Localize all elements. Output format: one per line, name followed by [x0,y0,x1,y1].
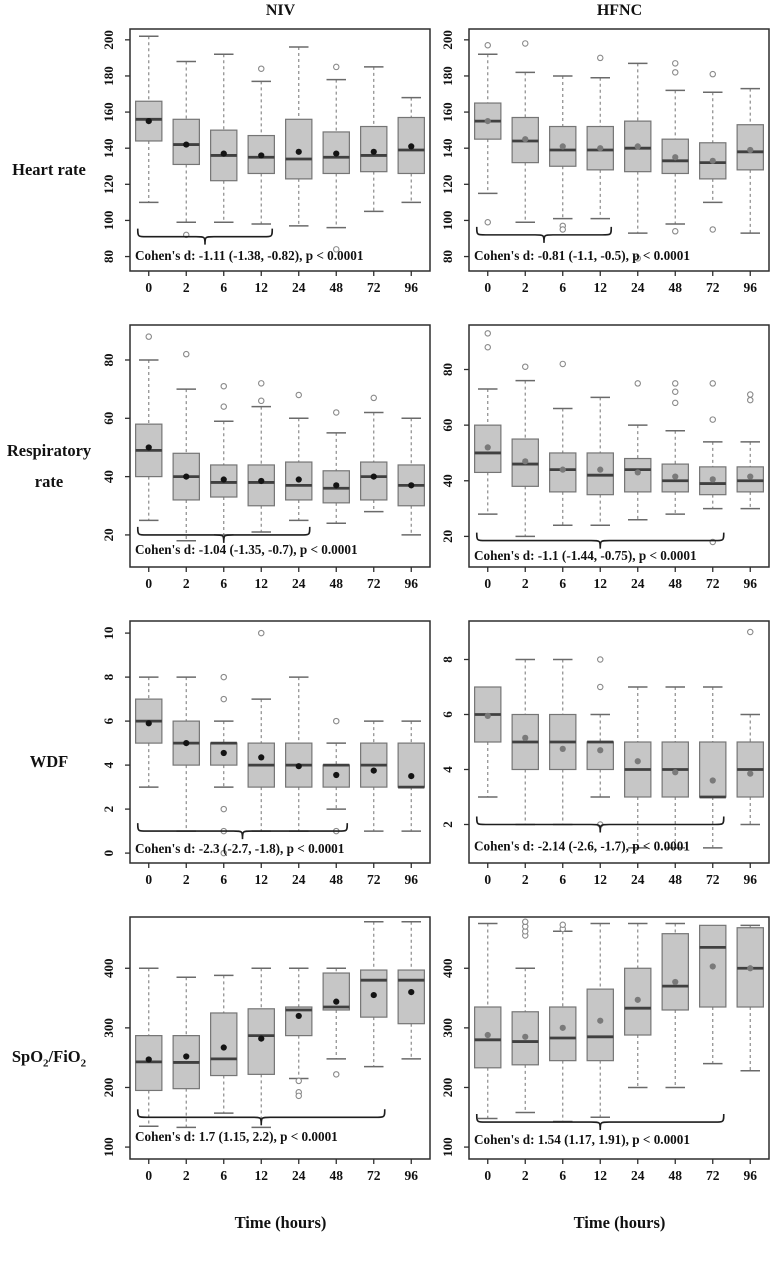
y-tick-label: 6 [439,711,455,718]
outlier-point [485,331,490,336]
x-tick-label: 12 [593,1168,607,1183]
iqr-box [549,1007,575,1061]
y-tick-label: 60 [100,411,116,425]
y-tick-label: 400 [100,958,116,979]
outlier-point [710,381,715,386]
outlier-point [371,395,376,400]
x-tick-label: 0 [144,576,152,591]
y-tick-label: 2 [100,805,116,813]
outlier-point [672,229,677,234]
outlier-point [258,66,263,71]
boxplot-panel-niv-heart-rate [98,24,437,316]
mean-dot [747,965,753,971]
outlier-point [221,674,226,679]
mean-dot [747,771,753,777]
outlier-point [485,345,490,350]
outlier-point [597,684,602,689]
mean-dot [709,963,715,969]
x-tick-label: 24 [630,576,644,591]
column-title-niv: NIV [265,2,296,19]
mean-dot [370,474,376,480]
x-tick-label: 96 [743,1168,757,1183]
mean-dot [484,713,490,719]
mean-dot [559,1025,565,1031]
outlier-point [522,41,527,46]
cohens-d-annotation: Cohen's d: 1.7 (1.15, 2.2), p < 0.0001 [134,1129,338,1145]
y-tick-label: 10 [100,626,116,640]
cohens-d-annotation: Cohen's d: -0.81 (-1.1, -0.5), p < 0.0001 [473,248,690,264]
mean-dot [522,735,528,741]
mean-dot [145,720,151,726]
y-tick-label: 8 [439,656,455,663]
y-tick-label: 200 [439,1077,455,1098]
significance-bracket [137,229,272,245]
mean-dot [408,482,414,488]
boxplot-svg [439,24,775,316]
mean-dot [672,154,678,160]
iqr-box [248,465,274,506]
mean-dot [709,777,715,783]
outlier-point [522,364,527,369]
outlier-point [146,334,151,339]
outlier-point [258,398,263,403]
x-axis-label-niv: Time (hours) [234,1213,327,1232]
outlier-point [258,630,263,635]
y-tick-label: 80 [100,250,116,264]
outlier-point [710,417,715,422]
iqr-box [662,934,688,1010]
y-tick-label: 0 [100,849,116,857]
x-tick-label: 12 [254,1168,268,1183]
x-tick-label: 96 [743,872,757,887]
outlier-point [710,71,715,76]
x-tick-label: 0 [483,1168,491,1183]
outlier-point [333,64,338,69]
mean-dot [295,1013,301,1019]
outlier-point [747,397,752,402]
mean-dot [709,158,715,164]
x-tick-label: 0 [144,872,152,887]
mean-dot [370,149,376,155]
mean-dot [220,476,226,482]
row-respiratory-rate [0,320,776,612]
mean-dot [522,136,528,142]
iqr-box [587,742,613,770]
cohens-d-annotation: Cohen's d: -1.04 (-1.35, -0.7), p < 0.0001 [134,541,358,557]
y-tick-label: 80 [439,363,455,377]
mean-dot [333,772,339,778]
outlier-point [672,381,677,386]
mean-dot [709,476,715,482]
mean-dot [258,754,264,760]
outlier-point [221,404,226,409]
x-tick-label: 72 [366,1168,380,1183]
y-tick-label: 140 [100,138,116,158]
x-tick-label: 24 [291,576,305,591]
title-spacer [0,2,98,24]
outlier-point [333,718,338,723]
mean-dot [145,1056,151,1062]
boxplot-svg [439,912,775,1204]
boxplot-panel-niv-spo2-fio2 [98,912,437,1204]
boxplot-svg [439,616,775,908]
x-tick-label: 24 [291,872,305,887]
x-tick-label: 2 [182,1168,190,1183]
y-tick-label: 180 [100,66,116,86]
mean-dot [183,474,189,480]
x-tick-label: 6 [219,280,227,295]
boxplot-svg [100,24,436,316]
y-tick-label: 60 [439,418,455,432]
x-tick-label: 48 [329,1168,343,1183]
cohens-d-annotation: Cohen's d: -1.1 (-1.44, -0.75), p < 0.0001 [473,548,697,564]
mean-dot [145,118,151,124]
y-tick-label: 300 [100,1018,116,1038]
mean-dot [408,989,414,995]
x-tick-label: 12 [254,280,268,295]
x-tick-label: 24 [630,280,644,295]
mean-dot [597,747,603,753]
outlier-point [183,351,188,356]
x-tick-label: 24 [291,1168,305,1183]
mean-dot [258,1035,264,1041]
column-title-hfnc: HFNC [596,2,643,19]
iqr-box [398,743,424,787]
x-tick-label: 72 [366,872,380,887]
outlier-point [597,55,602,60]
mean-dot [559,143,565,149]
x-tick-label: 24 [630,872,644,887]
y-tick-label: 20 [439,529,455,543]
outlier-point [560,922,565,927]
outlier-point [672,400,677,405]
outlier-point [747,629,752,634]
y-tick-label: 80 [100,353,116,367]
x-tick-label: 48 [668,872,682,887]
y-tick-label: 20 [100,528,116,542]
outlier-point [296,1093,301,1098]
row-label-wdf: WDF [29,752,69,772]
x-tick-label: 0 [144,1168,152,1183]
mean-dot [634,997,640,1003]
boxplot-panel-hfnc-wdf [437,616,776,908]
boxplot-panel-hfnc-spo2-fio2 [437,912,776,1204]
mean-dot [220,1044,226,1050]
outlier-point [560,227,565,232]
y-tick-label: 180 [439,66,455,86]
mean-dot [747,473,753,479]
x-tick-label: 72 [705,872,719,887]
row-spo2-fio2 [0,912,776,1204]
y-tick-label: 80 [439,250,455,264]
x-tick-label: 12 [593,872,607,887]
mean-dot [333,482,339,488]
y-tick-label: 120 [100,174,116,195]
mean-dot [597,467,603,473]
row-heart-rate [0,24,776,316]
x-tick-label: 12 [254,576,268,591]
y-tick-label: 200 [439,30,455,50]
x-tick-label: 48 [329,280,343,295]
cohens-d-annotation: Cohen's d: -2.3 (-2.7, -1.8), p < 0.0001 [134,841,344,857]
y-tick-label: 200 [100,30,116,50]
x-tick-label: 6 [219,576,227,591]
mean-dot [220,151,226,157]
iqr-box [360,462,386,500]
x-tick-label: 96 [404,872,418,887]
mean-dot [597,1018,603,1024]
mean-dot [559,467,565,473]
x-tick-label: 48 [329,576,343,591]
x-tick-label: 6 [558,280,566,295]
y-tick-label: 40 [100,470,116,484]
mean-dot [258,478,264,484]
cohens-d-annotation: Cohen's d: 1.54 (1.17, 1.91), p < 0.0001 [473,1132,690,1148]
x-tick-label: 12 [593,576,607,591]
x-axis-labels [0,1208,776,1238]
outlier-point [672,389,677,394]
outlier-point [221,384,226,389]
x-tick-label: 96 [743,280,757,295]
mean-dot [183,1053,189,1059]
x-tick-label: 6 [558,1168,566,1183]
x-tick-label: 96 [404,1168,418,1183]
x-tick-label: 2 [521,576,529,591]
boxplot-svg [100,912,436,1204]
mean-dot [559,746,565,752]
outlier-point [221,696,226,701]
mean-dot [295,476,301,482]
outlier-point [522,919,527,924]
mean-dot [747,147,753,153]
outlier-point [333,1072,338,1077]
outlier-point [597,657,602,662]
y-tick-label: 4 [100,761,116,769]
y-tick-label: 2 [439,821,455,828]
x-tick-label: 96 [404,576,418,591]
y-tick-label: 140 [439,138,455,158]
outlier-point [747,392,752,397]
mean-dot [672,979,678,985]
mean-dot [408,773,414,779]
mean-dot [634,469,640,475]
boxplot-panel-niv-respiratory-rate [98,320,437,612]
x-tick-label: 0 [483,280,491,295]
y-tick-label: 4 [439,766,455,773]
outlier-point [635,381,640,386]
outlier-point [485,220,490,225]
outlier-point [485,43,490,48]
mean-dot [370,768,376,774]
outlier-point [672,70,677,75]
outlier-point [258,381,263,386]
y-tick-label: 100 [439,1137,455,1157]
mean-dot [333,151,339,157]
y-tick-label: 40 [439,474,455,488]
x-tick-label: 48 [668,1168,682,1183]
mean-dot [183,740,189,746]
mean-dot [183,141,189,147]
boxplot-panel-hfnc-respiratory-rate [437,320,776,612]
mean-dot [522,1034,528,1040]
mean-dot [484,118,490,124]
x-tick-label: 6 [558,576,566,591]
boxplot-svg [100,320,436,612]
x-tick-label: 24 [291,280,305,295]
boxplot-svg [100,616,436,908]
mean-dot [295,763,301,769]
mean-dot [295,149,301,155]
row-wdf [0,616,776,908]
column-titles [0,2,776,24]
x-tick-label: 2 [182,872,190,887]
outlier-point [296,392,301,397]
x-tick-label: 72 [705,1168,719,1183]
mean-dot [672,473,678,479]
row-label-spo2-fio2: SpO$_2$/FiO$_2$ [11,1047,87,1070]
x-tick-label: 96 [404,280,418,295]
mean-dot [484,1032,490,1038]
x-tick-label: 96 [743,576,757,591]
mean-dot [258,152,264,158]
significance-bracket [476,227,611,243]
outlier-point [221,806,226,811]
x-tick-label: 72 [366,280,380,295]
x-tick-label: 48 [668,280,682,295]
mean-dot [333,999,339,1005]
y-tick-label: 6 [100,717,116,725]
cohens-d-annotation: Cohen's d: -2.14 (-2.6, -1.7), p < 0.0001 [473,838,690,854]
y-tick-label: 200 [100,1077,116,1098]
mean-dot [484,444,490,450]
boxplot-panel-niv-wdf [98,616,437,908]
iqr-box [210,1013,236,1076]
cohens-d-annotation: Cohen's d: -1.11 (-1.38, -0.82), p < 0.0001 [134,248,363,264]
x-tick-label: 0 [483,872,491,887]
iqr-box [398,970,424,1024]
row-label-heart-rate: Heart rate [12,160,86,180]
mean-dot [672,769,678,775]
y-tick-label: 120 [439,174,455,195]
row-label-respiratory-rate: Respiratory rate [6,440,92,491]
outlier-point [560,361,565,366]
iqr-box [587,989,613,1061]
mean-dot [370,992,376,998]
x-tick-label: 12 [593,280,607,295]
mean-dot [634,758,640,764]
y-tick-label: 100 [100,210,116,231]
x-tick-label: 2 [182,280,190,295]
x-tick-label: 12 [254,872,268,887]
mean-dot [408,143,414,149]
y-tick-label: 8 [100,673,116,681]
mean-dot [522,458,528,464]
outlier-point [710,227,715,232]
y-tick-label: 160 [439,102,455,122]
x-tick-label: 72 [705,280,719,295]
x-tick-label: 24 [630,1168,644,1183]
y-tick-label: 100 [439,210,455,231]
x-axis-label-hfnc: Time (hours) [573,1213,666,1232]
mean-dot [220,750,226,756]
boxplot-panel-hfnc-heart-rate [437,24,776,316]
x-tick-label: 2 [521,872,529,887]
x-tick-label: 0 [144,280,152,295]
mean-dot [145,444,151,450]
x-tick-label: 2 [521,280,529,295]
y-tick-label: 300 [439,1018,455,1038]
y-tick-label: 400 [439,958,455,979]
x-tick-label: 6 [219,1168,227,1183]
mean-dot [597,145,603,151]
iqr-box [699,742,725,797]
significance-bracket [137,823,347,839]
outlier-point [296,1078,301,1083]
plot-border [130,325,430,567]
y-tick-label: 100 [100,1137,116,1157]
x-tick-label: 0 [483,576,491,591]
boxplot-svg [439,320,775,612]
x-tick-label: 72 [366,576,380,591]
significance-bracket [476,533,723,549]
x-tick-label: 6 [558,872,566,887]
x-tick-label: 2 [521,1168,529,1183]
x-tick-label: 2 [182,576,190,591]
mean-dot [634,143,640,149]
x-tick-label: 48 [329,872,343,887]
x-tick-label: 48 [668,576,682,591]
x-tick-label: 6 [219,872,227,887]
outlier-point [672,61,677,66]
y-tick-label: 160 [100,102,116,122]
outlier-point [333,410,338,415]
x-tick-label: 72 [705,576,719,591]
